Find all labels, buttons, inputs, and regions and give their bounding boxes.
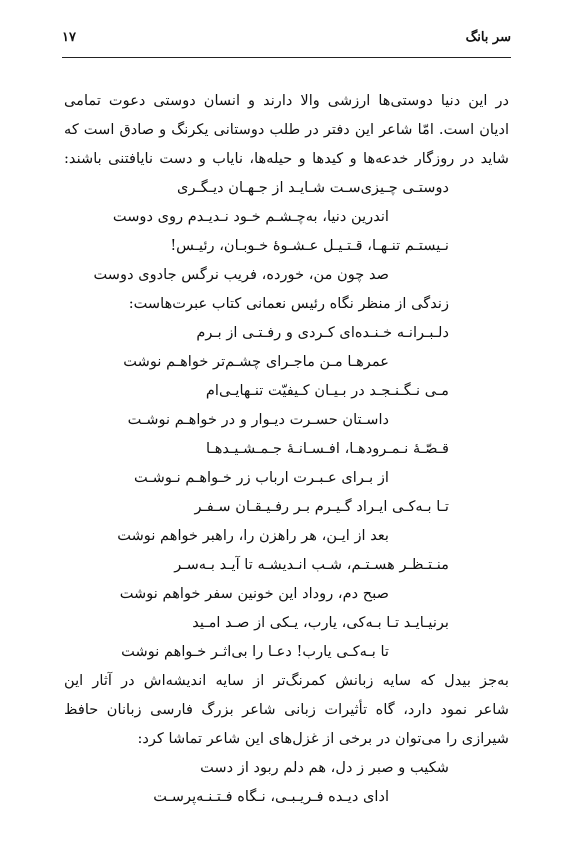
verse-line: مـی نـگـنـجـد در بـیـان کـیفیّت تنـهایـی‌ام — [205, 382, 449, 399]
verse-line: شکیب و صبر ز دل، هم دلم ربود از دست — [200, 759, 449, 776]
verse-line: صبح دم، روداد این خونین سفر خواهم نوشت — [119, 585, 389, 602]
page-number: ۱۷ — [62, 30, 76, 45]
header-rule — [62, 57, 511, 58]
verse-line: زندگی از منظر نگاه رئیس نعمانی کتاب عبرت‌هاست: — [128, 295, 449, 312]
verse-line: ادای دیـده فـریـبـی، نـگاه فـتـنـه‌پرسـت — [153, 788, 389, 805]
prose-line: ادیان است. امّا شاعر این دفتر در طلب دوستانی یکرنگ و صادق است که — [64, 121, 509, 138]
verse-line: صد چون من، خورده، فریب نرگس جادوی دوست — [93, 266, 389, 283]
prose-line: در این دنیا دوستی‌ها ارزشی والا دارند و انسان دوستی دعوت تمامی — [64, 92, 509, 109]
verse-line: تا بـه‌کـی یارب! دعـا را بی‌اثـر خـواهم نوشت — [121, 643, 389, 660]
page-body — [64, 86, 509, 811]
running-header — [62, 30, 511, 52]
prose-line: شیرازی را می‌توان در برخی از غزل‌های این شاعر تماشا کرد: — [137, 730, 509, 747]
prose-line: شاید در روزگار خدعه‌ها و کیدها و حیله‌ها، نایاب و دست نایافتنی باشند: — [64, 150, 509, 167]
verse-line: منـتـظـر هسـتـم، شـب انـدیشـه تا آیـد بـه‌سـر — [174, 556, 449, 573]
verse-line: عمرهـا مـن ماجـرای چشـم‌تر خواهـم نوشت — [123, 353, 389, 370]
verse-line: اندرین دنیا، به‌چـشـم خـود نـدیـدم روی دوست — [112, 208, 389, 225]
verse-line: بعد از ایـن، هر راهزن را، راهبر خواهم نوشت — [117, 527, 389, 544]
verse-line: دلـبـرانـه خـنـده‌ای کـردی و رفـتـی از بـرم — [196, 324, 449, 341]
running-title: سر بانگ — [465, 30, 511, 45]
verse-line: از بـرای عـبـرت ارباب زر خـواهـم نـوشـت — [134, 469, 389, 486]
verse-line: قـصّـهٔ نـمـرودهـا، افـسـانـهٔ جـمـشـیـدهـا — [206, 440, 449, 457]
prose-line: به‌جز بیدل که سایه زبانش کمرنگ‌تر از سایه اندیشه‌اش در آثار این — [64, 672, 509, 689]
verse-line: نـیستـم تنـهـا، قـتـیـل عـشـوهٔ خـوبـان، رئیـس! — [170, 237, 449, 254]
prose-line: شاعر نمود دارد، گاه تأثیرات زبانی شاعر بزرگ فارسی زبانان حافظ — [64, 701, 509, 718]
verse-line: داسـتان حسـرت دیـوار و در خواهـم نوشـت — [127, 411, 389, 428]
verse-line: دوستـی چـیزی‌سـت شـایـد از جـهـان دیـگـری — [177, 179, 449, 196]
verse-line: برنیـایـد تـا بـه‌کی، یارب، یـکی از صـد امـید — [192, 614, 449, 631]
verse-line: تـا بـه‌کـی ایـراد گـیـرم بـر رفـیـقـان سـفـر — [194, 498, 449, 515]
